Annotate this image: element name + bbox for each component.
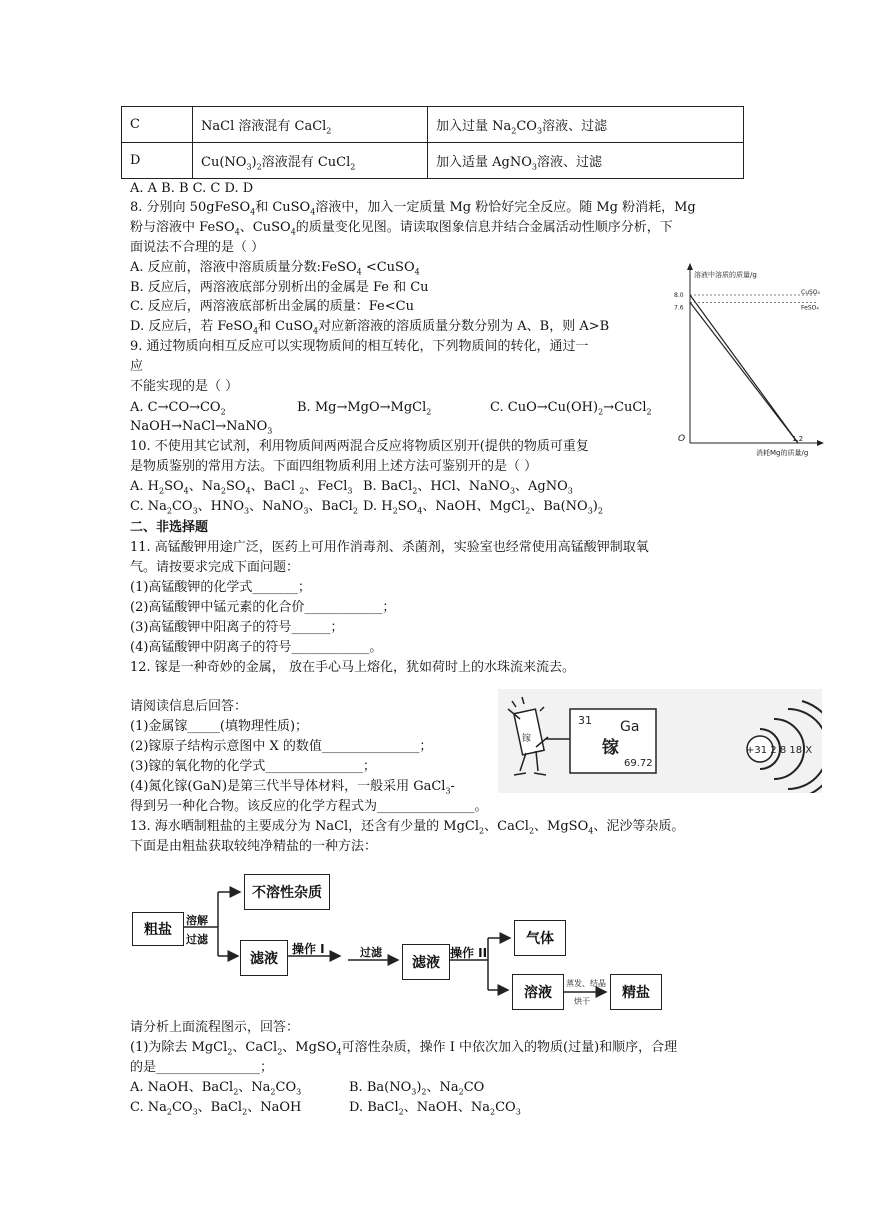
- flow-filtrate-1: 滤液: [240, 940, 288, 976]
- q9-option-c: C. $CuO\to Cu(OH)_2\to CuCl_2$: [490, 400, 652, 417]
- y-axis-arrow: [687, 263, 693, 270]
- flow-fine-salt: 精盐: [610, 974, 662, 1010]
- flow-insoluble-impurities: 不溶性杂质: [244, 874, 330, 910]
- mass-change-chart: [668, 255, 828, 465]
- element-symbol: Ga: [620, 719, 640, 735]
- q11-sub-1: (1)高锰酸钾的化学式_______；: [130, 580, 311, 595]
- q8-option-a: A. 反应前，溶液中溶质质量分数:FeSO$_4$ <CuSO$_4$: [130, 260, 420, 277]
- series-label: FeSO₄: [801, 304, 819, 312]
- row-method: 加入适量 AgNO$_3$溶液、过滤: [428, 143, 744, 179]
- q7-answers: A. A B. B C. C D. D: [130, 181, 254, 196]
- flow-label-dissolve: 溶解: [186, 914, 208, 927]
- options-table: [121, 106, 744, 179]
- q12-sub-1: (1)金属镓_____(填物理性质)；: [130, 719, 309, 734]
- element-name: 镓: [602, 738, 619, 758]
- q10-stem-1: 10. 不使用其它试剂，利用物质间两两混合反应将物质区别开(提供的物质可重复: [130, 439, 589, 454]
- q12-intro: 请阅读信息后回答：: [130, 699, 248, 714]
- q12-sub-3: (3)镓的氧化物的化学式_______________；: [130, 759, 376, 774]
- q12-sub-4: (4)氮化镓(GaN)是第三代半导体材料，一般采用 GaCl$_3$-: [130, 779, 455, 796]
- table-row: [122, 143, 744, 179]
- flow-label-evaporate: 蒸发、结晶: [566, 979, 606, 988]
- gallium-figure: [498, 689, 822, 793]
- q9-stem-1b: 应: [130, 359, 144, 374]
- q13-stem-1: 13. 海水晒制粗盐的主要成分为 NaCl，还含有少量的 MgCl$_2$、CaCl$_2$、MgSO$_4$、泥沙等杂质。: [130, 819, 685, 836]
- q13-option-a: A. NaOH、BaCl$_2$、$Na_2CO_3$: [130, 1080, 302, 1097]
- element-number: 31: [578, 714, 592, 727]
- row-method: 加入过量 $Na_2CO_3$溶液、过滤: [428, 107, 744, 143]
- element-mass: 69.72: [624, 758, 653, 769]
- flow-crude-salt: 粗盐: [132, 912, 184, 946]
- q10-option-a: A. $H_2SO_4$、$Na_2SO_4$、BaCl $_2$、FeCl$_3$: [130, 479, 353, 496]
- atom-structure-label: +31 2 8 18 X: [746, 745, 813, 756]
- row-mixture: $Cu(NO_3)_2$溶液混有 CuCl$_2$: [193, 143, 428, 179]
- q10-option-d: D. $H_2SO_4$、NaOH、MgCl$_2$、$Ba(NO_3)_2$: [363, 499, 603, 516]
- row-mixture: NaCl 溶液混有 CaCl$_2$: [193, 107, 428, 143]
- table-row: [122, 107, 744, 143]
- x-tick-label: 1.2: [792, 435, 804, 443]
- q13-ask: 请分析上面流程图示，回答：: [130, 1020, 300, 1035]
- q11-sub-2: (2)高锰酸钾中锰元素的化合价____________；: [130, 600, 396, 615]
- series-line: [690, 302, 798, 443]
- q10-option-c: C. $Na_2CO_3$、$HNO_3$、NaNO$_3$、BaCl$_2$: [130, 499, 358, 516]
- q8-option-d: D. 反应后，若 FeSO$_4$和 CuSO$_4$对应新溶液的溶质质量分数分别为 A、B，则 A>B: [130, 319, 610, 336]
- y-tick-label: 7.6: [674, 304, 684, 312]
- q9-option-b: B. Mg→MgO→MgCl$_2$: [297, 400, 432, 417]
- q13-stem-2: 下面是由粗盐获取较纯净精盐的一种方法：: [130, 839, 378, 854]
- gallium-illustration: [498, 689, 822, 793]
- q13-option-d: D. BaCl$_2$、NaOH、$Na_2CO_3$: [349, 1100, 521, 1117]
- q11-sub-4: (4)高锰酸钾中阴离子的符号____________。: [130, 640, 383, 655]
- series-line: [690, 295, 798, 443]
- x-axis-arrow: [817, 440, 824, 446]
- q9-stem-2: 不能实现的是（ ）: [130, 379, 239, 394]
- q13-sub-1: (1)为除去 MgCl$_2$、CaCl$_2$、MgSO$_4$可溶性杂质，操作 I 中依次加入的物质(过量)和顺序，合理: [130, 1040, 678, 1057]
- q8-stem-3: 面说法不合理的是（ ）: [130, 240, 265, 255]
- x-axis-label: 消耗Mg的质量/g: [756, 449, 809, 457]
- q8-stem-2: 粉与溶液中 FeSO$_4$、CuSO$_4$的质量变化见图。请读取图象信息并结合金属活动性顺序分析，下: [130, 220, 673, 237]
- row-key: D: [122, 143, 193, 179]
- q13-option-b: B. $Ba(NO_3)_2$、$Na_2CO$: [349, 1080, 485, 1097]
- flow-diagram: [120, 860, 680, 1020]
- q12-stem: 12. 镓是一种奇妙的金属， 放在手心马上熔化，犹如荷时上的水珠流来流去。: [130, 660, 575, 675]
- flow-solution: 溶液: [512, 974, 564, 1010]
- q11-stem-1: 11. 高锰酸钾用途广泛，医药上可用作消毒剂、杀菌剂，实验室也经常使用高锰酸钾制取氧: [130, 540, 649, 555]
- q9-stem-1: 9. 通过物质向相互反应可以实现物质间的相互转化，下列物质间的转化，通过一: [130, 339, 589, 354]
- origin-label: O: [678, 434, 686, 444]
- q10-option-b: B. BaCl$_2$、HCl、NaNO$_3$、AgNO$_3$: [363, 479, 573, 496]
- flow-gas: 气体: [514, 920, 566, 956]
- q13-sub-1b: 的是________________；: [130, 1060, 274, 1075]
- flow-label-op1: 操作 I: [292, 942, 325, 956]
- flow-label-dry: 烘干: [574, 997, 590, 1006]
- q9-option-a: A. $C\to CO\to CO_2$: [130, 400, 226, 417]
- row-key: C: [122, 107, 193, 143]
- flow-filtrate-2: 滤液: [402, 944, 450, 980]
- q10-stem-2: 是物质鉴别的常用方法。下面四组物质利用上述方法可鉴别开的是（ ）: [130, 459, 538, 474]
- section-heading: 二、非选择题: [130, 520, 209, 535]
- flow-label-filter-2: 过滤: [360, 946, 382, 959]
- flow-label-op2: 操作 II: [450, 946, 488, 960]
- q12-sub-5: 得到另一种化合物。该反应的化学方程式为_______________。: [130, 799, 488, 814]
- q13-option-c: C. $Na_2CO_3$、BaCl$_2$、NaOH: [130, 1100, 302, 1117]
- q11-stem-2: 气。请按要求完成下面问题：: [130, 560, 300, 575]
- y-axis-label: 溶液中溶质的质量/g: [694, 271, 757, 279]
- q9-option-d: NaOH→NaCl→NaNO$_3$: [130, 419, 273, 436]
- figure-char: 镓: [522, 734, 532, 744]
- series-label: CuSO₄: [801, 289, 820, 296]
- q11-sub-3: (3)高锰酸钾中阳离子的符号______；: [130, 620, 344, 635]
- q8-option-c: C. 反应后，两溶液底部析出金属的质量：Fe<Cu: [130, 299, 414, 314]
- q8-option-b: B. 反应后，两溶液底部分别析出的金属是 Fe 和 Cu: [130, 280, 429, 295]
- y-tick-label: 8.0: [674, 292, 684, 299]
- q8-stem-1: 8. 分别向 50gFeSO$_4$和 CuSO$_4$溶液中，加入一定质量 Mg 粉恰好完全反应。随 Mg 粉消耗，Mg: [130, 200, 696, 217]
- q12-sub-2: (2)镓原子结构示意图中 X 的数值_______________；: [130, 739, 433, 754]
- flow-label-filter-1: 过滤: [186, 933, 208, 946]
